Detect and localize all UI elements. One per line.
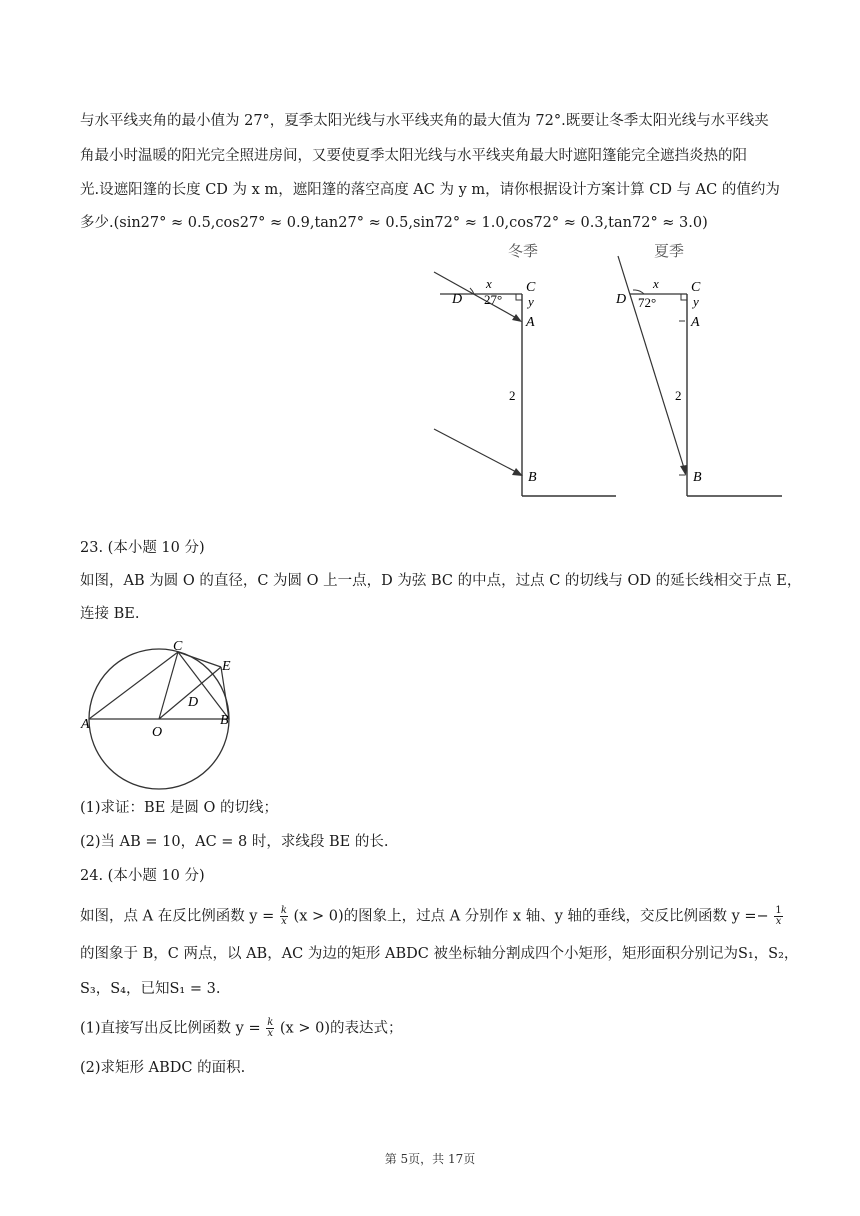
p24-question-2: (2)求矩形 ABDC 的面积. (80, 1060, 246, 1076)
p22-line-3: 光.设遮阳篷的长度 CD 为 x m，遮阳篷的落空高度 AC 为 y m，请你根据设计方案计算 CD 与 AC 的值约为 (80, 182, 780, 198)
sunshade-figure (420, 232, 790, 504)
p24-line-2: 的图象于 B，C 两点，以 AB，AC 为边的矩形 ABDC 被坐标轴分割成四个小矩形，矩形面积分别记为S₁，S₂， (80, 946, 799, 962)
p24-line-1-start: 如图，点 A 在反比例函数 y = (80, 908, 275, 925)
fraction-denominator: x (267, 1028, 274, 1039)
p23-heading: 23. (本小题 10 分) (80, 540, 205, 556)
winter-y-label: y (528, 294, 534, 309)
winter-x-label: x (486, 276, 492, 291)
fraction-numerator: k (280, 905, 287, 916)
winter-angle-label: 27° (484, 292, 503, 307)
summer-title: 夏季 (654, 244, 685, 260)
p24-heading: 24. (本小题 10 分) (80, 868, 205, 884)
fraction-denominator: x (281, 916, 287, 927)
winter-title: 冬季 (508, 244, 539, 260)
winter-C-label: C (526, 280, 536, 295)
p22-line-4: 多少.(sin27° ≈ 0.5,cos27° ≈ 0.9,tan27° ≈ 0.5,sin72° ≈ 1.0,cos72° ≈ 0.3,tan72° ≈ 3.0) (80, 215, 708, 231)
summer-length-label: 2 (675, 388, 682, 403)
p23-line-2: 连接 BE. (80, 606, 140, 622)
circle-E-label: E (222, 659, 231, 674)
circle-figure (78, 640, 248, 790)
fraction-1-over-x (774, 906, 782, 927)
circle-B-label: B (220, 713, 229, 728)
winter-A-label: A (526, 315, 535, 330)
circle-D-label: D (188, 695, 199, 710)
p22-line-1: 与水平线夹角的最小值为 27°，夏季太阳光线与水平线夹角的最大值为 72°.既要让冬季太阳光线与水平线夹 (80, 113, 769, 129)
p23-question-1: (1)求证：BE 是圆 O 的切线； (80, 800, 278, 816)
winter-B-label: B (528, 470, 537, 485)
p24-line-1-end: (x > 0)的图象上，过点 A 分别作 x 轴、y 轴的垂线，交反比例函数 y =− (293, 908, 769, 925)
page-footer: 第 5页，共 17页 (384, 1152, 476, 1166)
circle-C-label: C (173, 640, 183, 654)
summer-y-label: y (693, 294, 699, 309)
p24-question-1-end: (x > 0)的表达式； (279, 1020, 403, 1037)
fraction-k-over-x (280, 906, 288, 927)
summer-C-label: C (691, 280, 701, 295)
p24-question-1 (80, 1018, 402, 1039)
summer-x-label: x (653, 276, 659, 291)
fraction-numerator: k (267, 1017, 274, 1028)
winter-length-label: 2 (509, 388, 516, 403)
p23-line-1: 如图，AB 为圆 O 的直径，C 为圆 O 上一点，D 为弦 BC 的中点，过点 C 的切线与 OD 的延长线相交于点 E， (80, 573, 802, 589)
winter-D-label: D (452, 292, 463, 307)
p24-question-1-start: (1)直接写出反比例函数 y = (80, 1020, 261, 1037)
summer-A-label: A (691, 315, 700, 330)
summer-angle-label: 72° (638, 295, 657, 310)
circle-O-label: O (152, 725, 163, 740)
circle-A-label: A (81, 717, 90, 732)
p23-question-2: (2)当 AB = 10，AC = 8 时，求线段 BE 的长. (80, 834, 389, 850)
fraction-numerator: 1 (775, 905, 782, 916)
fraction-k-over-x (266, 1018, 274, 1039)
summer-D-label: D (616, 292, 627, 307)
p24-line-3: S₃，S₄，已知S₁ = 3. (80, 981, 221, 997)
p22-line-2: 角最小时温暖的阳光完全照进房间，又要使夏季太阳光线与水平线夹角最大时遮阳篷能完全遮挡炎热的阳 (80, 148, 747, 164)
summer-B-label: B (693, 470, 702, 485)
p24-line-1 (80, 906, 784, 927)
fraction-denominator: x (775, 916, 782, 927)
